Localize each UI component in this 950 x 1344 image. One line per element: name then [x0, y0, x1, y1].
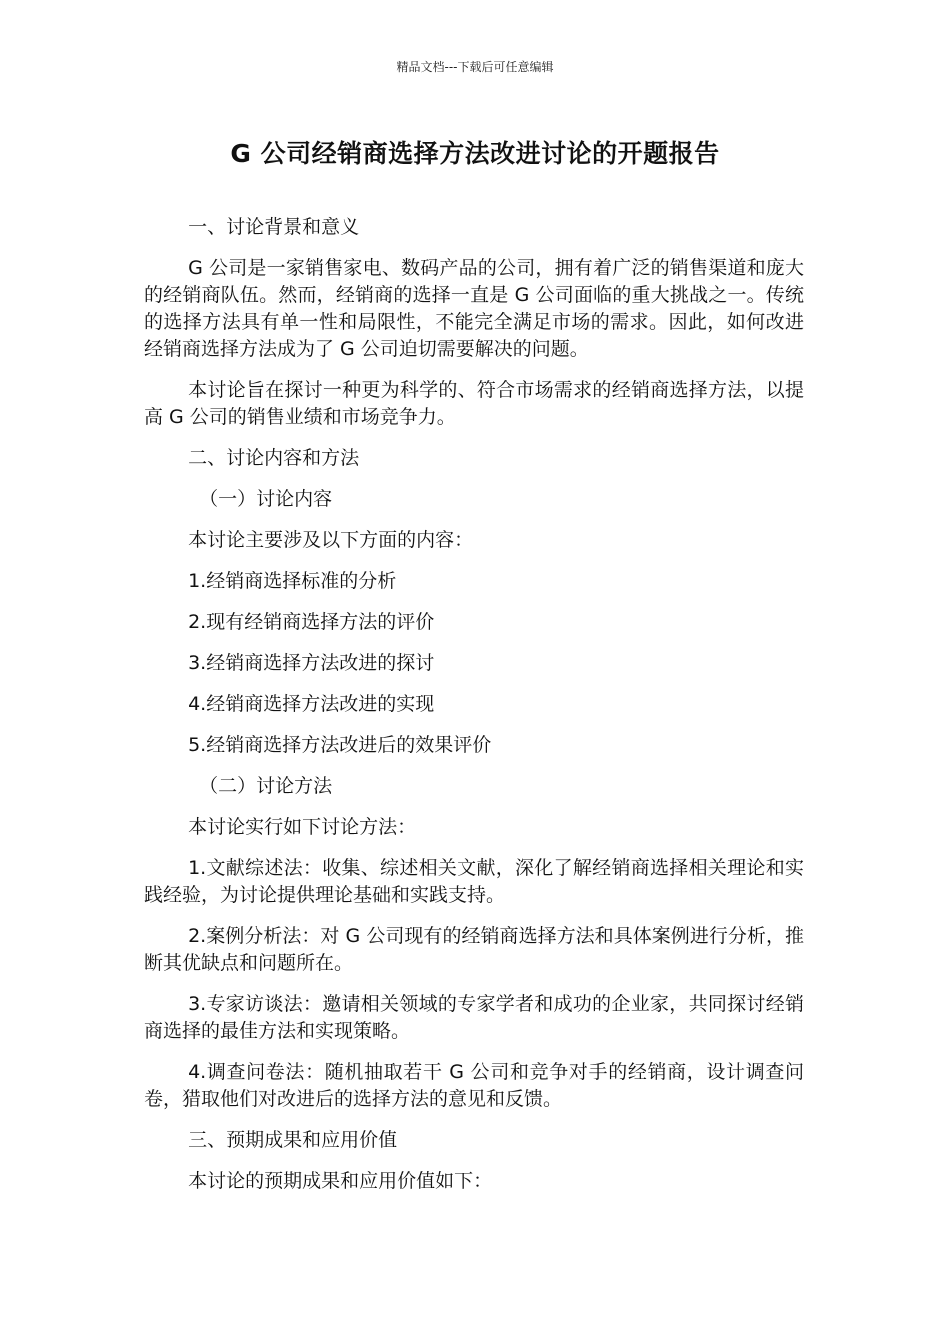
paragraph-content-intro: 本讨论主要涉及以下方面的内容： [188, 529, 474, 551]
list-item-method-1: 1.文献综述法：收集、综述相关文献，深化了解经销商选择相关理论和实践经验，为讨论提供理论基础和实践支持。 [144, 857, 804, 906]
paragraph-outcomes-intro: 本讨论的预期成果和应用价值如下： [188, 1170, 493, 1192]
document-body [144, 214, 804, 1209]
document-title: G 公司经销商选择方法改进讨论的开题报告 [230, 139, 720, 168]
section-heading-outcomes: 三、预期成果和应用价值 [188, 1129, 398, 1151]
list-item-content-3: 3.经销商选择方法改进的探讨 [188, 652, 435, 674]
section-heading-content-method: 二、讨论内容和方法 [188, 447, 360, 469]
subheading-content: （一）讨论内容 [199, 488, 333, 510]
list-item-content-2: 2.现有经销商选择方法的评价 [188, 611, 435, 633]
list-item-content-5: 5.经销商选择方法改进后的效果评价 [188, 734, 492, 756]
page-header-note: 精品文档---下载后可任意编辑 [396, 60, 554, 74]
section-heading-background: 一、讨论背景和意义 [188, 216, 360, 238]
list-item-content-1: 1.经销商选择标准的分析 [188, 570, 397, 592]
subheading-method: （二）讨论方法 [199, 775, 333, 797]
list-item-method-2: 2.案例分析法：对 G 公司现有的经销商选择方法和具体案例进行分析，推断其优缺点和问题所在。 [144, 925, 804, 974]
paragraph-purpose: 本讨论旨在探讨一种更为科学的、符合市场需求的经销商选择方法，以提高 G 公司的销售业绩和市场竞争力。 [144, 379, 804, 428]
list-item-method-4: 4.调查问卷法：随机抽取若干 G 公司和竞争对手的经销商，设计调查问卷，猎取他们对改进后的选择方法的意见和反馈。 [144, 1061, 804, 1110]
paragraph-company-intro: G 公司是一家销售家电、数码产品的公司，拥有着广泛的销售渠道和庞大的经销商队伍。然而，经销商的选择一直是 G 公司面临的重大挑战之一。传统的选择方法具有单一性和局限性，不能完全满足市场的需求。因此，如何改进经销商选择方法成为了 G 公司迫切需要解决的问题。 [144, 257, 804, 360]
list-item-content-4: 4.经销商选择方法改进的实现 [188, 693, 435, 715]
paragraph-method-intro: 本讨论实行如下讨论方法： [188, 816, 417, 838]
list-item-method-3: 3.专家访谈法：邀请相关领域的专家学者和成功的企业家，共同探讨经销商选择的最佳方法和实现策略。 [144, 993, 804, 1042]
